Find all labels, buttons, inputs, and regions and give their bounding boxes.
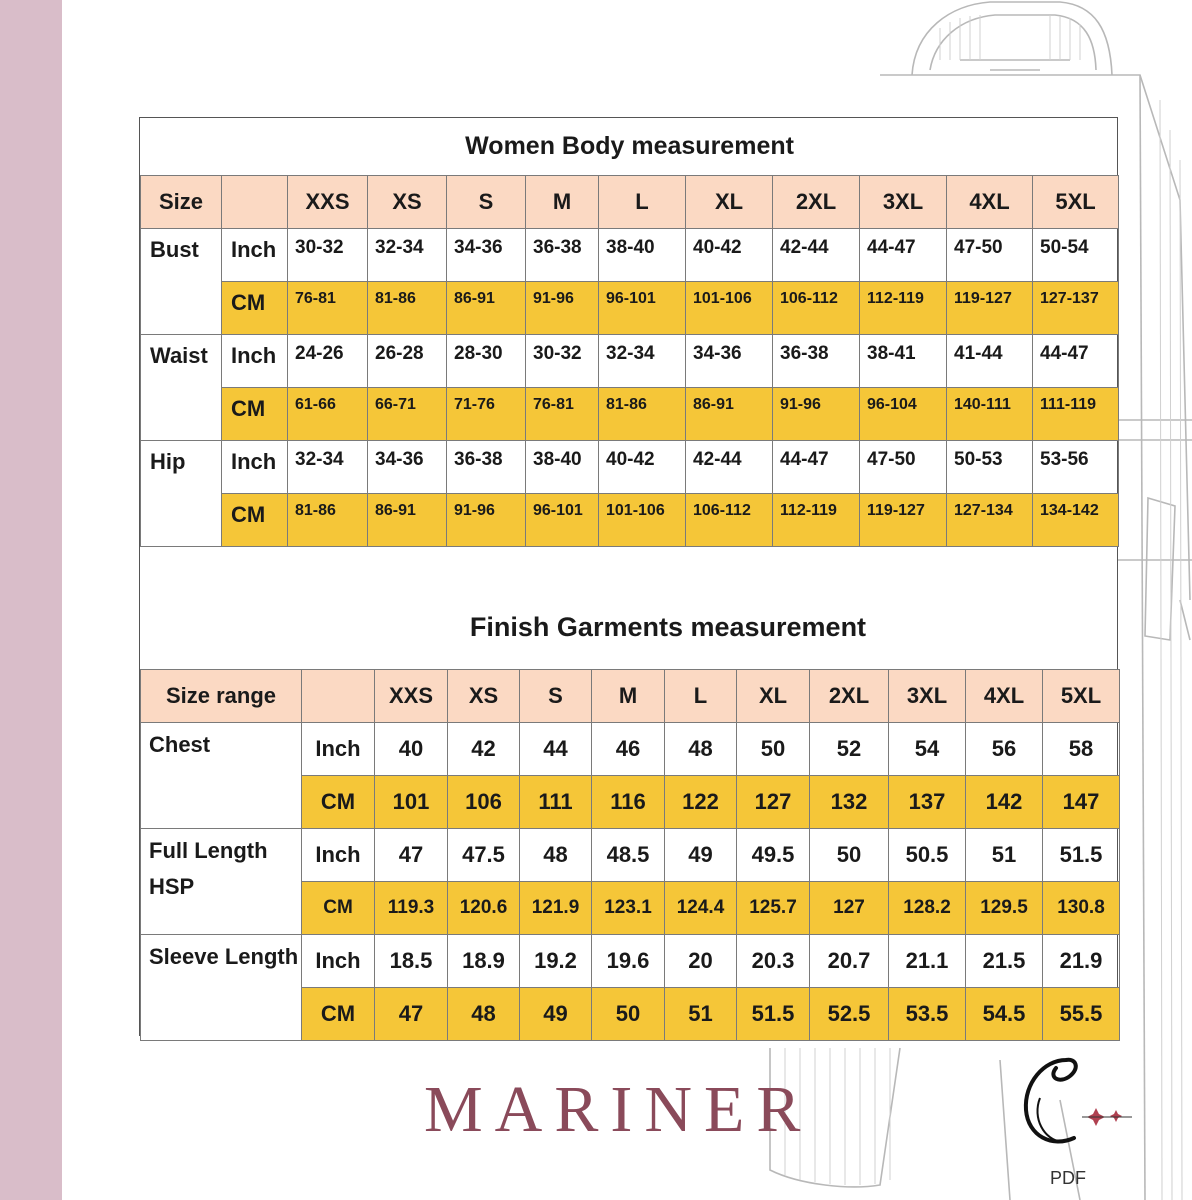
size-header-2xl: 2XL [810,670,889,723]
inch-value-cell: 47-50 [947,228,1033,281]
cm-value-cell: 112-119 [773,493,860,546]
inch-value-cell: 28-30 [447,334,526,387]
inch-value-cell: 49 [665,829,737,882]
cm-value-cell: 147 [1043,776,1120,829]
cm-value-cell: 130.8 [1043,882,1120,935]
cm-value-cell: 91-96 [773,387,860,440]
inch-value-cell: 38-41 [860,334,947,387]
measure-name-sleeve-length: Sleeve Length [141,935,302,1041]
cm-value-cell: 54.5 [966,988,1043,1041]
inch-value-cell: 19.6 [592,935,665,988]
size-header-4xl: 4XL [947,175,1033,228]
cm-value-cell: 119.3 [375,882,448,935]
cm-value-cell: 127 [810,882,889,935]
table-row [141,493,1119,546]
table-row [141,935,1120,988]
inch-value-cell: 48 [665,723,737,776]
inch-value-cell: 40-42 [599,440,686,493]
women-table-title: Women Body measurement [141,118,1119,175]
measure-name-chest: Chest [141,723,302,829]
table-row [141,723,1120,776]
inch-value-cell: 38-40 [526,440,599,493]
side-accent-bar [0,0,62,1200]
inch-value-cell: 19.2 [520,935,592,988]
cm-value-cell: 124.4 [665,882,737,935]
cm-value-cell: 101-106 [599,493,686,546]
inch-value-cell: 40 [375,723,448,776]
inch-value-cell: 30-32 [526,334,599,387]
cm-value-cell: 66-71 [368,387,447,440]
size-header-m: M [592,670,665,723]
cm-value-cell: 132 [810,776,889,829]
size-header-xxs: XXS [288,175,368,228]
cm-value-cell: 128.2 [889,882,966,935]
measure-name-bust: Bust [141,228,222,334]
cm-value-cell: 121.9 [520,882,592,935]
cm-value-cell: 96-104 [860,387,947,440]
cm-value-cell: 120.6 [448,882,520,935]
size-header-label: Size [141,175,222,228]
inch-value-cell: 36-38 [447,440,526,493]
cm-value-cell: 47 [375,988,448,1041]
cm-value-cell: 106-112 [773,281,860,334]
size-header-l: L [599,175,686,228]
cm-value-cell: 140-111 [947,387,1033,440]
inch-value-cell: 50 [737,723,810,776]
measure-name-hip: Hip [141,440,222,546]
inch-value-cell: 32-34 [368,228,447,281]
inch-value-cell: 34-36 [368,440,447,493]
size-header-5xl: 5XL [1043,670,1120,723]
inch-value-cell: 38-40 [599,228,686,281]
inch-value-cell: 41-44 [947,334,1033,387]
table-row [141,829,1120,882]
inch-value-cell: 20.3 [737,935,810,988]
unit-cm-label: CM [302,988,375,1041]
size-range-header-label: Size range [141,670,302,723]
inch-value-cell: 56 [966,723,1043,776]
inch-value-cell: 21.9 [1043,935,1120,988]
inch-value-cell: 21.1 [889,935,966,988]
table-row [141,228,1119,281]
inch-value-cell: 42 [448,723,520,776]
cm-value-cell: 112-119 [860,281,947,334]
cm-value-cell: 116 [592,776,665,829]
table-row [141,440,1119,493]
size-header-xs: XS [448,670,520,723]
size-header-3xl: 3XL [860,175,947,228]
inch-value-cell: 32-34 [599,334,686,387]
inch-value-cell: 34-36 [447,228,526,281]
cm-value-cell: 53.5 [889,988,966,1041]
inch-value-cell: 44-47 [860,228,947,281]
inch-value-cell: 47.5 [448,829,520,882]
unit-inch-label: Inch [222,440,288,493]
script-c-logo [1004,1048,1144,1160]
cm-value-cell: 91-96 [447,493,526,546]
size-header-s: S [447,175,526,228]
inch-value-cell: 20.7 [810,935,889,988]
cm-value-cell: 81-86 [288,493,368,546]
inch-value-cell: 36-38 [526,228,599,281]
cm-value-cell: 52.5 [810,988,889,1041]
cm-value-cell: 111-119 [1033,387,1119,440]
size-header-xl: XL [686,175,773,228]
cm-value-cell: 76-81 [288,281,368,334]
table-row [141,281,1119,334]
cm-value-cell: 127-134 [947,493,1033,546]
cm-value-cell: 49 [520,988,592,1041]
cm-value-cell: 96-101 [526,493,599,546]
measure-name-full-length-hsp: Full Length HSP [141,829,302,935]
inch-value-cell: 58 [1043,723,1120,776]
unit-inch-label: Inch [302,723,375,776]
inch-value-cell: 48.5 [592,829,665,882]
unit-cm-label: CM [222,387,288,440]
cm-value-cell: 142 [966,776,1043,829]
inch-value-cell: 44-47 [1033,334,1119,387]
unit-inch-label: Inch [302,829,375,882]
inch-value-cell: 53-56 [1033,440,1119,493]
inch-value-cell: 54 [889,723,966,776]
inch-value-cell: 21.5 [966,935,1043,988]
size-chart-sheet [139,117,1118,1036]
inch-value-cell: 18.9 [448,935,520,988]
unit-cm-label: CM [222,493,288,546]
cm-value-cell: 61-66 [288,387,368,440]
cm-value-cell: 91-96 [526,281,599,334]
cm-value-cell: 55.5 [1043,988,1120,1041]
size-header-3xl: 3XL [889,670,966,723]
cm-value-cell: 119-127 [860,493,947,546]
cm-value-cell: 127 [737,776,810,829]
inch-value-cell: 36-38 [773,334,860,387]
inch-value-cell: 20 [665,935,737,988]
inch-value-cell: 47-50 [860,440,947,493]
inch-value-cell: 42-44 [773,228,860,281]
unit-cm-label: CM [302,882,375,935]
inch-value-cell: 44-47 [773,440,860,493]
cm-value-cell: 86-91 [686,387,773,440]
cm-value-cell: 125.7 [737,882,810,935]
cm-value-cell: 119-127 [947,281,1033,334]
finish-garments-table [140,669,1120,1041]
inch-value-cell: 34-36 [686,334,773,387]
inch-value-cell: 44 [520,723,592,776]
inch-value-cell: 50 [810,829,889,882]
inch-value-cell: 40-42 [686,228,773,281]
size-header-2xl: 2XL [773,175,860,228]
cm-value-cell: 122 [665,776,737,829]
size-header-s: S [520,670,592,723]
inch-value-cell: 42-44 [686,440,773,493]
cm-value-cell: 111 [520,776,592,829]
cm-value-cell: 101-106 [686,281,773,334]
table-row [141,387,1119,440]
cm-value-cell: 127-137 [1033,281,1119,334]
inch-value-cell: 24-26 [288,334,368,387]
cm-value-cell: 81-86 [599,387,686,440]
inch-value-cell: 18.5 [375,935,448,988]
unit-inch-label: Inch [222,228,288,281]
measure-name-waist: Waist [141,334,222,440]
garments-table-title: Finish Garments measurement [469,612,867,642]
size-header-xxs: XXS [375,670,448,723]
inch-value-cell: 50.5 [889,829,966,882]
size-header-xl: XL [737,670,810,723]
cm-value-cell: 101 [375,776,448,829]
cm-value-cell: 86-91 [447,281,526,334]
cm-value-cell: 86-91 [368,493,447,546]
inch-value-cell: 51.5 [1043,829,1120,882]
cm-value-cell: 81-86 [368,281,447,334]
inch-value-cell: 51 [966,829,1043,882]
inch-value-cell: 26-28 [368,334,447,387]
cm-value-cell: 129.5 [966,882,1043,935]
cm-value-cell: 106 [448,776,520,829]
cm-value-cell: 76-81 [526,387,599,440]
inch-value-cell: 48 [520,829,592,882]
inch-value-cell: 47 [375,829,448,882]
inch-value-cell: 52 [810,723,889,776]
cm-value-cell: 50 [592,988,665,1041]
cm-value-cell: 51 [665,988,737,1041]
brand-wordmark: MARINER [424,1073,813,1146]
size-header-m: M [526,175,599,228]
cm-value-cell: 106-112 [686,493,773,546]
unit-cm-label: CM [302,776,375,829]
header-blank [222,175,288,228]
cm-value-cell: 96-101 [599,281,686,334]
inch-value-cell: 46 [592,723,665,776]
inch-value-cell: 50-54 [1033,228,1119,281]
women-body-table [140,118,1119,547]
cm-value-cell: 48 [448,988,520,1041]
inch-value-cell: 30-32 [288,228,368,281]
table-row [141,334,1119,387]
inch-value-cell: 32-34 [288,440,368,493]
cm-value-cell: 51.5 [737,988,810,1041]
unit-inch-label: Inch [302,935,375,988]
size-header-5xl: 5XL [1033,175,1119,228]
size-header-l: L [665,670,737,723]
inch-value-cell: 49.5 [737,829,810,882]
header-blank [302,670,375,723]
unit-cm-label: CM [222,281,288,334]
cm-value-cell: 71-76 [447,387,526,440]
pdf-label: PDF [1050,1168,1086,1188]
inch-value-cell: 50-53 [947,440,1033,493]
unit-inch-label: Inch [222,334,288,387]
size-header-xs: XS [368,175,447,228]
size-header-4xl: 4XL [966,670,1043,723]
cm-value-cell: 123.1 [592,882,665,935]
cm-value-cell: 134-142 [1033,493,1119,546]
cm-value-cell: 137 [889,776,966,829]
